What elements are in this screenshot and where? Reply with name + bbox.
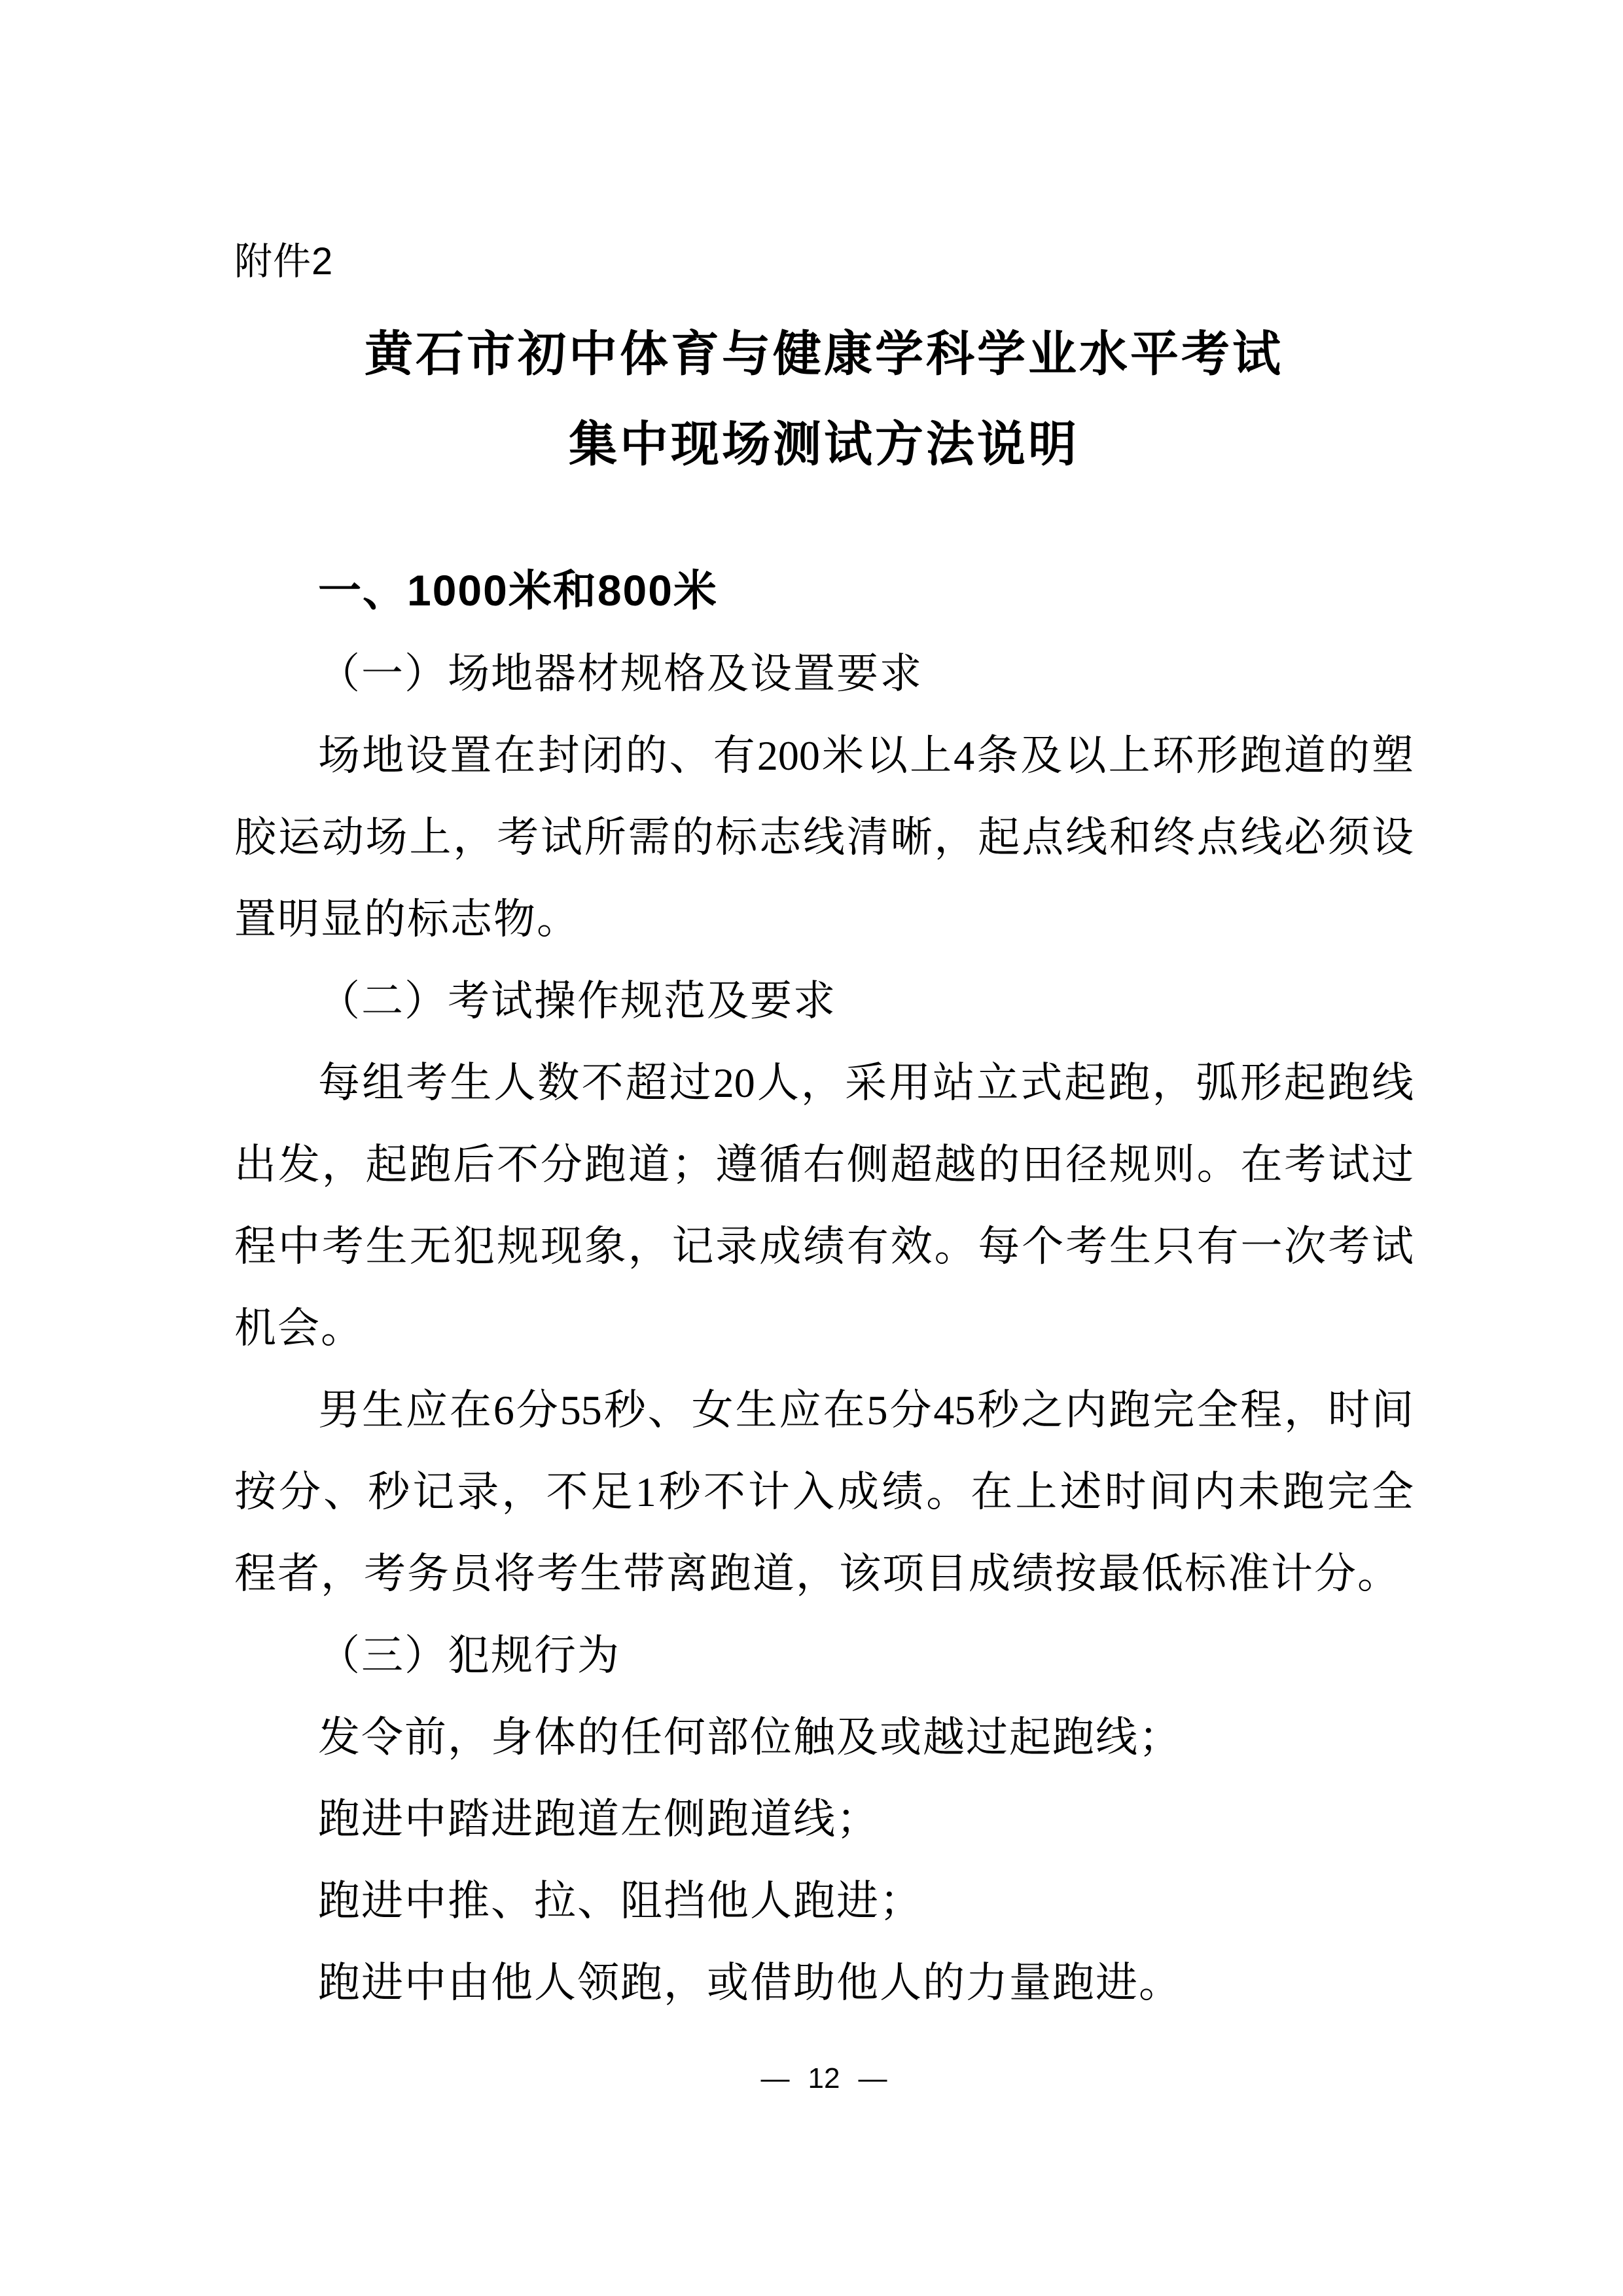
paragraph-2-line-4: 机会。 [234, 1305, 364, 1352]
page-footer [234, 2060, 1414, 2097]
paragraph-3-line-2: 按分、秒记录，不足1秒不计入成绩。在上述时间内未跑完全 [234, 1469, 1414, 1515]
paragraph-2-line-1: 每组考生人数不超过20人，采用站立式起跑，弧形起跑线 [318, 1060, 1414, 1106]
subsection-heading-exam-procedure: （二）考试操作规范及要求 [318, 978, 836, 1024]
paragraph-2-line-3: 程中考生无犯规现象，记录成绩有效。每个考生只有一次考试 [234, 1223, 1414, 1270]
section-heading-1000m-800m: 一、1000米和800米 [318, 566, 718, 615]
paragraph-2-line-2: 出发，起跑后不分跑道；遵循右侧超越的田径规则。在考试过 [234, 1141, 1414, 1188]
foul-item-3: 跑进中推、拉、阻挡他人跑进； [318, 1878, 923, 1924]
footer-right-dash: — [858, 2062, 887, 2094]
footer-left-dash: — [760, 2062, 790, 2094]
foul-item-2: 跑进中踏进跑道左侧跑道线； [318, 1796, 880, 1842]
paragraph-1-line-3: 置明显的标志物。 [234, 896, 580, 942]
paragraph-3-line-3: 程者，考务员将考生带离跑道，该项目成绩按最低标准计分。 [234, 1551, 1400, 1597]
document-title-line-2: 集中现场测试方法说明 [569, 418, 1079, 472]
subsection-heading-venue-equipment: （一）场地器材规格及设置要求 [318, 651, 923, 697]
paragraph-1-line-1: 场地设置在封闭的、有200米以上4条及以上环形跑道的塑 [318, 732, 1414, 779]
subsection-heading-fouls: （三）犯规行为 [318, 1632, 620, 1679]
paragraph-1-line-2: 胶运动场上，考试所需的标志线清晰，起点线和终点线必须设 [234, 814, 1414, 861]
foul-item-4: 跑进中由他人领跑，或借助他人的力量跑进。 [318, 1960, 1182, 2006]
document-title-line-1: 黄石市初中体育与健康学科学业水平考试 [365, 328, 1283, 382]
paragraph-3-line-1: 男生应在6分55秒、女生应在5分45秒之内跑完全程，时间 [318, 1387, 1414, 1433]
page-number: 12 [808, 2062, 840, 2094]
attachment-label: 附件2 [234, 240, 334, 283]
foul-item-1: 发令前，身体的任何部位触及或越过起跑线； [318, 1714, 1182, 1761]
